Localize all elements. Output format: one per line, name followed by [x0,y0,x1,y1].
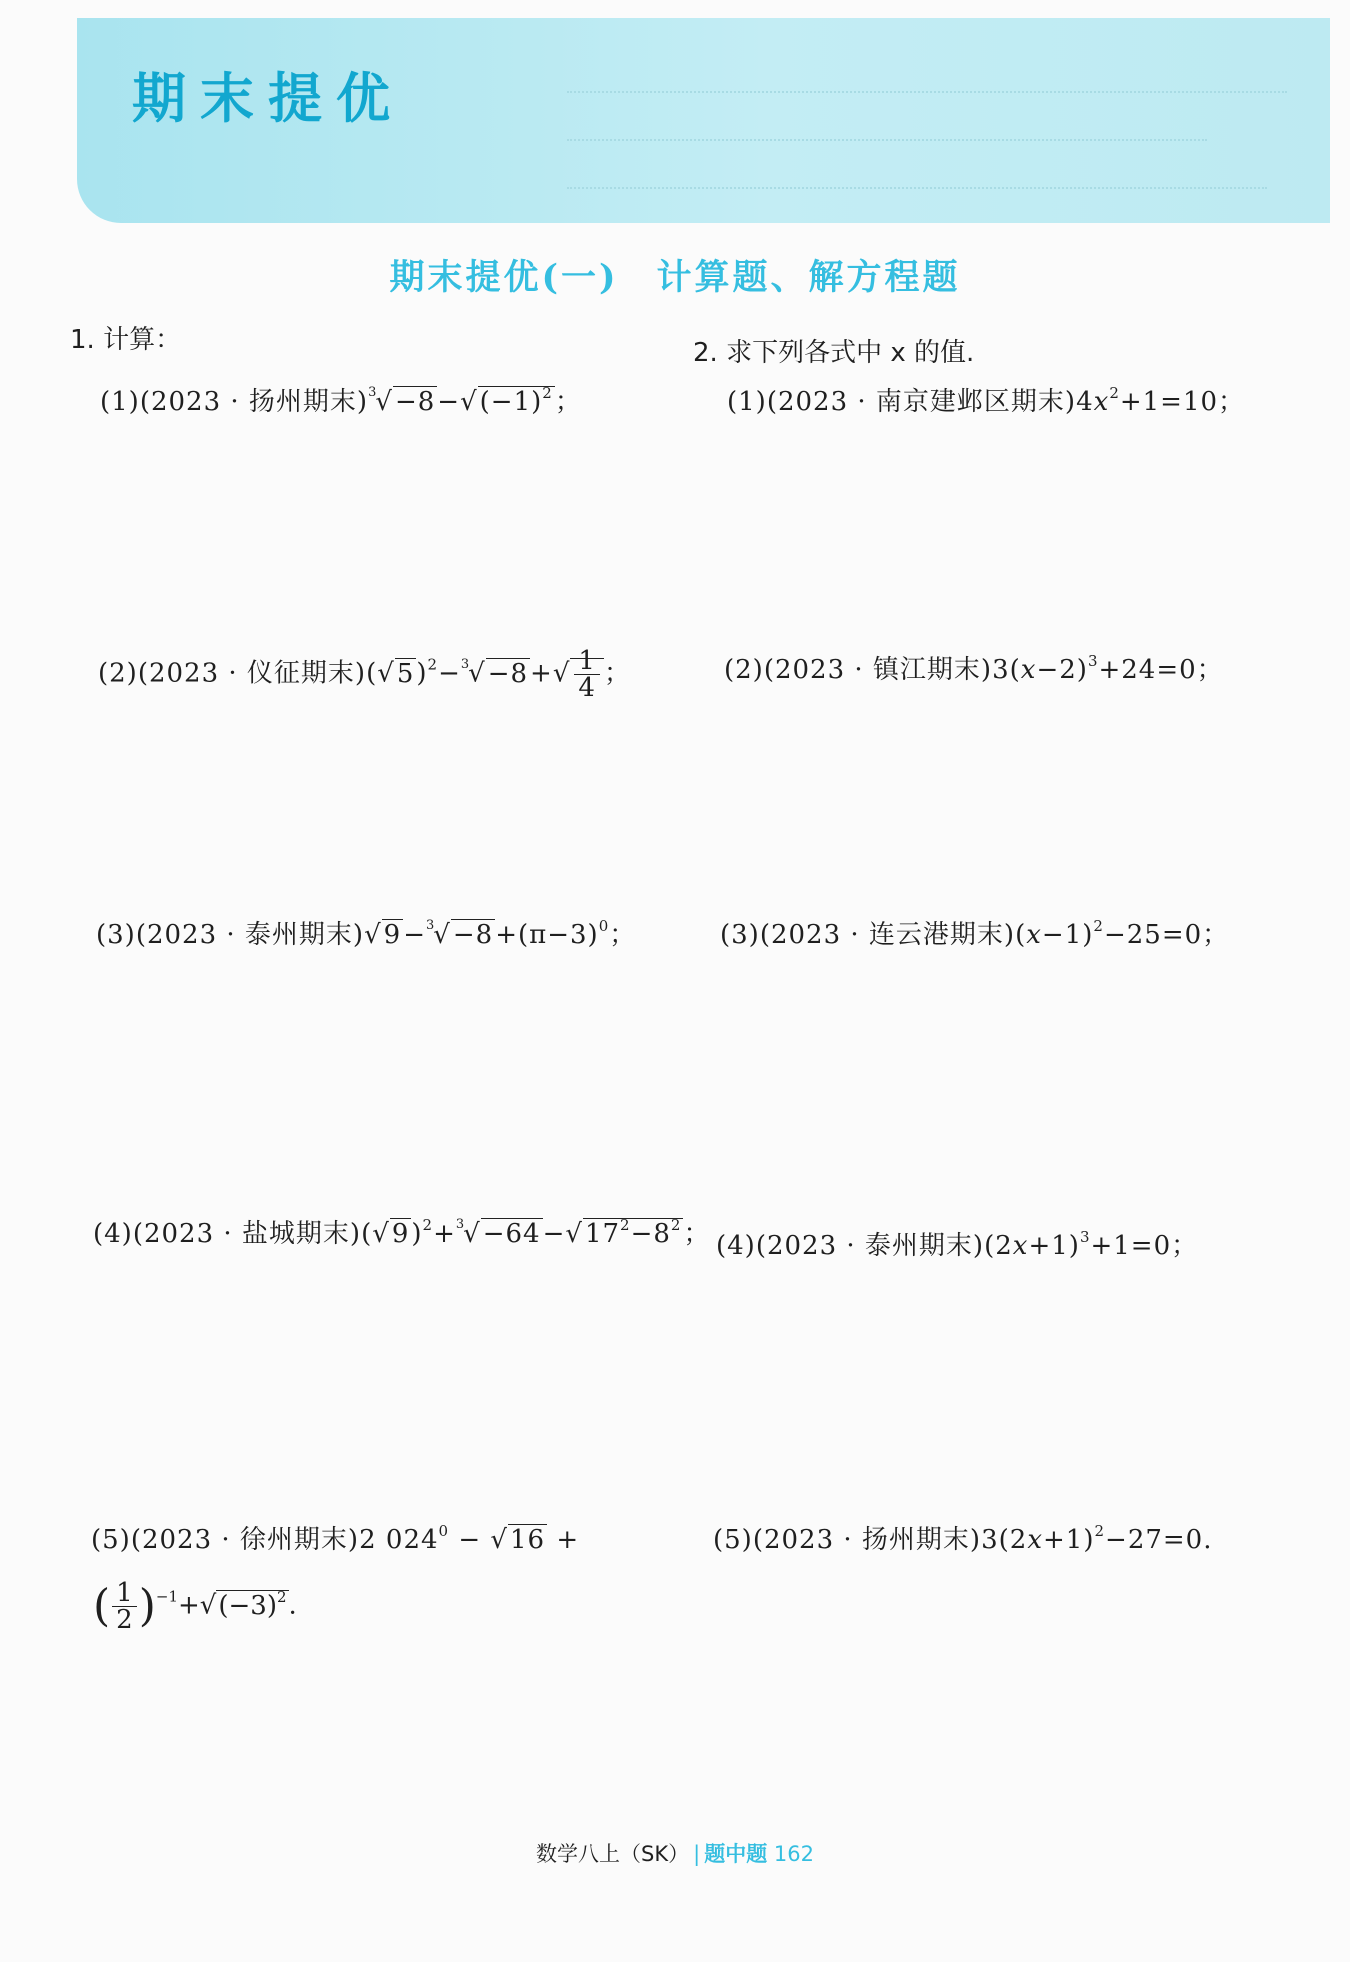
q2-problem-3: (3)(2023 · 连云港期末)$(x-1)^2-25=0$； [720,917,1230,950]
q1-problem-3: (3)(2023 · 泰州期末)$√9-^3√-8+(\pi-3)^0$； [96,917,637,950]
footer-brand: 题中题 [704,1842,768,1866]
page-number: 162 [773,1842,814,1866]
q1-problem-2: (2)(2023 · 仪征期末)$(√5)^2-^3√-8+√$ $\frac{1}{4}$ ； [98,646,631,703]
q2-problem-1: (1)(2023 · 南京建邺区期末)$4x^2+1=10$； [727,384,1246,417]
q2-problem-2-source: (2)(2023 · 镇江期末) [724,655,993,685]
q2-problem-5: (5)(2023 · 扬州期末)$3(2x+1)^2-27=0$. [713,1522,1213,1555]
header-banner [77,18,1330,223]
footer-book-name: 数学八上（SK） [536,1842,690,1866]
q2-problem-1-source: (1)(2023 · 南京建邺区期末) [727,387,1077,417]
q1-problem-4-source: (4)(2023 · 盐城期末) [93,1219,362,1249]
q1-problem-5: (5)(2023 · 徐州期末)2 $024^0 - √16$ + [91,1522,580,1555]
section-title: 期末提优(一) 计算题、解方程题 [389,257,961,298]
q2-problem-4: (4)(2023 · 泰州期末)$(2x+1)^3+1=0$； [716,1228,1199,1261]
q1-problem-5-source: (5)(2023 · 徐州期末) [91,1525,360,1555]
q2-problem-3-source: (3)(2023 · 连云港期末) [720,920,1016,950]
q2-problem-5-source: (5)(2023 · 扬州期末) [713,1525,982,1555]
page-footer [0,1838,1350,1868]
footer-separator: | [693,1842,701,1866]
bleed-through-text [567,166,1267,195]
q1-problem-1: (1)(2023 · 扬州期末)$^3√-8-√(-1)^2$； [100,384,582,417]
q1-problem-5-continued: ( $\frac{1}{2}$ )$^{-1}+√(-3)^2$. [93,1578,297,1635]
q1-problem-1-source: (1)(2023 · 扬州期末) [100,387,369,417]
q1-problem-3-source: (3)(2023 · 泰州期末) [96,920,365,950]
bleed-through-text [567,118,1207,147]
question-1-heading: 1. 计算： [70,325,182,355]
question-2-heading: 2. 求下列各式中 x 的值. [693,338,975,368]
q2-problem-4-source: (4)(2023 · 泰州期末) [716,1231,985,1261]
banner-title: 期末提优 [132,67,404,130]
q2-problem-2: (2)(2023 · 镇江期末)$3(x-2)^3+24=0$； [724,652,1224,685]
bleed-through-text [567,70,1287,99]
q1-problem-4: (4)(2023 · 盐城期末)$(√9)^2+^3√-64-√17^2-8^2$； [93,1216,711,1249]
q1-problem-2-source: (2)(2023 · 仪征期末) [98,658,367,689]
